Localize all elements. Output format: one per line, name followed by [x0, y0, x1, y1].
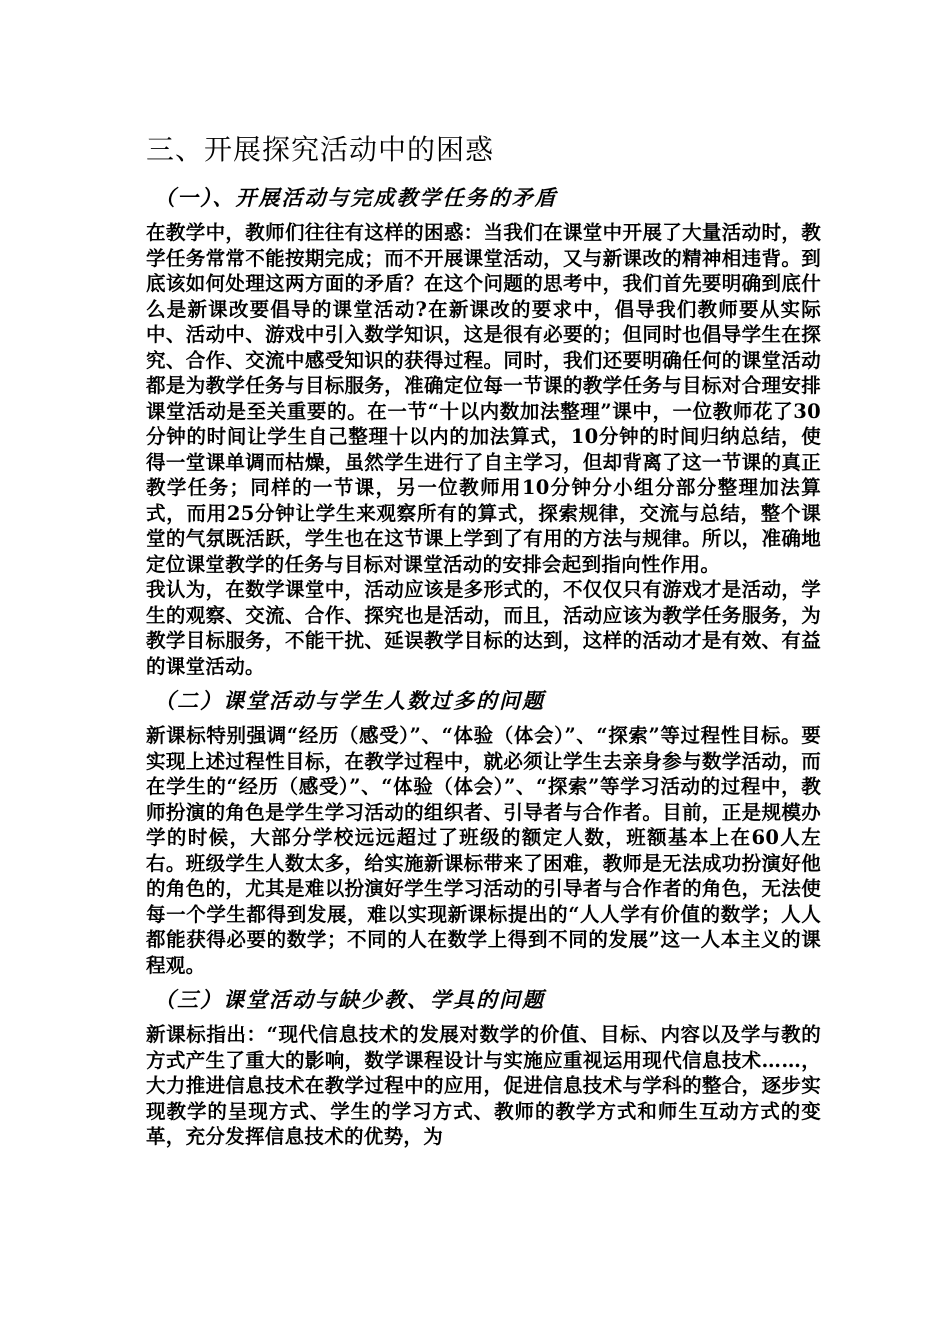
subsection-1	[146, 182, 821, 679]
subsection-2	[146, 685, 821, 978]
subsection-3	[146, 984, 821, 1150]
document-page	[146, 130, 821, 1150]
body-paragraph: 新课标指出：“现代信息技术的发展对数学的价值、目标、内容以及学与教的方式产生了重大的影响，数学课程设计与实施应重视运用现代信息技术……，大力推进信息技术在教学过程中的应用，促进信息技术与学科的整合，逐步实现教学的呈现方式、学生的学习方式、教师的教学方式和师生互动方式的变革，充分发挥信息技术的优势，为	[146, 1023, 821, 1148]
section-title: 三、开展探究活动中的困惑	[146, 133, 495, 166]
subsection-heading: （一）、开展活动与完成教学任务的矛盾	[154, 185, 558, 210]
body-paragraph: 新课标特别强调“经历（感受）”、“体验（体会）”、“探索”等过程性目标。要实现上述过程性目标，在教学过程中，就必须让学生去亲身参与数学活动，而在学生的“经历（感受）”、“体验（体会）”、“探索”等学习活动的过程中，教师扮演的角色是学生学习活动的组织者、引导者与合作者。目前，正是规模办学的时候，大部分学校远远超过了班级的额定人数，班额基本上在60人左右。班级学生人数太多，给实施新课标带来了困难，教师是无法成功扮演好他的角色的，尤其是难以扮演好学生学习活动的引导者与合作者的角色，无法使每一个学生都得到发展，难以实现新课标提出的“人人学有价值的数学；人人都能获得必要的数学；不同的人在数学上得到不同的发展”这一人本主义的课程观。	[146, 724, 821, 977]
body-paragraph: 我认为，在数学课堂中，活动应该是多形式的，不仅仅只有游戏才是活动，学生的观察、交流、合作、探究也是活动，而且，活动应该为教学任务服务，为教学目标服务，不能干扰、延误教学目标的达到，这样的活动才是有效、有益的课堂活动。	[146, 578, 821, 678]
subsection-heading: （三）课堂活动与缺少教、学具的问题	[154, 987, 545, 1012]
subsection-heading: （二）课堂活动与学生人数过多的问题	[154, 688, 545, 713]
body-paragraph: 在教学中，教师们往往有这样的困惑：当我们在课堂中开展了大量活动时，教学任务常常不能按期完成；而不开展课堂活动，又与新课改的精神相违背。到底该如何处理这两方面的矛盾？在这个问题的思考中，我们首先要明确到底什么是新课改要倡导的课堂活动?在新课改的要求中，倡导我们教师要从实际中、活动中、游戏中引入数学知识，这是很有必要的；但同时也倡导学生在探究、合作、交流中感受知识的获得过程。同时，我们还要明确任何的课堂活动都是为教学任务与目标服务，准确定位每一节课的教学任务与目标对合理安排课堂活动是至关重要的。在一节“十以内数加法整理”课中，一位教师花了30分钟的时间让学生自己整理十以内的加法算式，10分钟的时间归纳总结，使得一堂课单调而枯燥，虽然学生进行了自主学习，但却背离了这一节课的真正教学任务；同样的一节课，另一位教师用10分钟分小组分部分整理加法算式，而用25分钟让学生来观察所有的算式，探索规律，交流与总结，整个课堂的气氛既活跃，学生也在这节课上学到了有用的方法与规律。所以，准确地定位课堂教学的任务与目标对课堂活动的安排会起到指向性作用。	[146, 221, 821, 576]
